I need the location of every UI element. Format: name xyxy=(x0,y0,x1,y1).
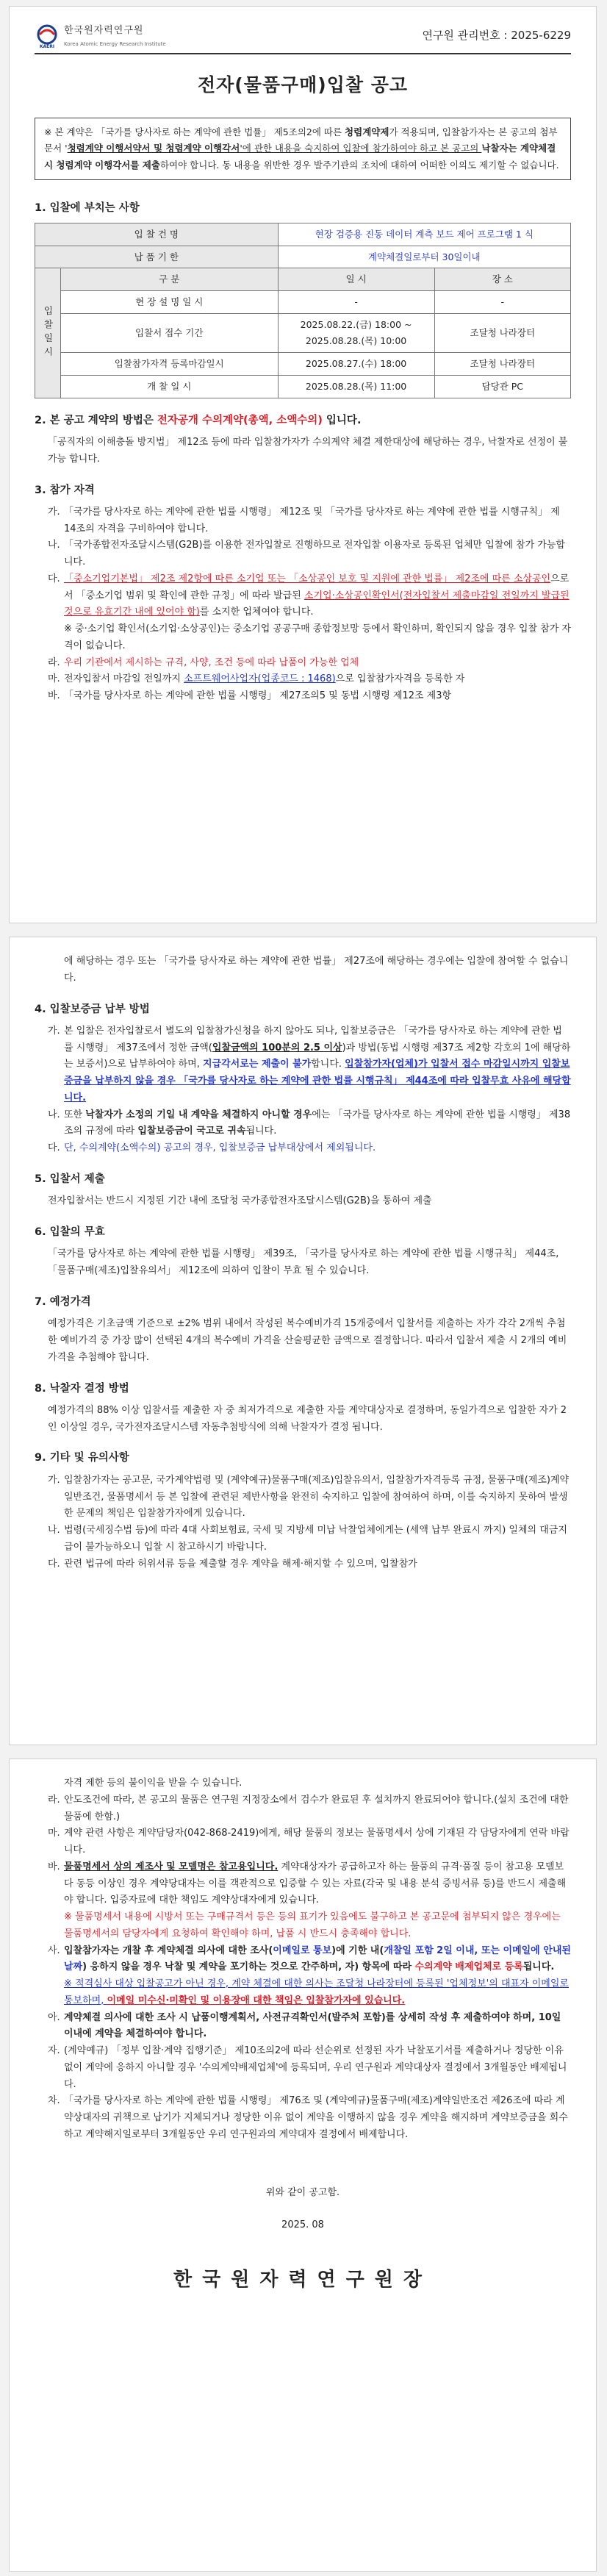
item-highlight: 소기업·소상공인확인서(전자입찰서 제출마감일 전일까지 발급된 것으로 유효기간 내에 있어야 함) xyxy=(64,590,570,618)
item-text: 「국가를 당사자로 하는 계약에 관한 법률 시행령」 제12조 및 「국가를 당사자로 하는 계약에 관한 법률 시행규칙」 제14조의 자격을 구비하여야 합니다. xyxy=(64,506,560,534)
item-text: 「국가를 당사자로 하는 계약에 관한 법률 시행령」 제27조의5 및 동법 시행령 제12조 제3항 xyxy=(64,690,452,702)
notice-bold: 낙찰자는 계약체결 시 청렴계약 이행각서를 제출 xyxy=(44,143,556,171)
item-highlight: 단, 수의계약(소액수의) 공고의 경우, 입찰보증금 납부대상에서 제외됩니다. xyxy=(64,1142,376,1154)
signature: 한국원자력연구원장 xyxy=(173,2269,433,2291)
item-text: 본 입찰은 전자입찰로서 별도의 입찰참가신청을 하지 않아도 되나, 입찰보증금은 「국가를 당사자로 하는 계약에 관한 법률 시행령」 제37조에서 정한 금액( xyxy=(64,1025,562,1053)
item-bold: 낙찰자가 소정의 기일 내 계약을 체결하지 아니할 경우 xyxy=(85,1109,312,1120)
item-text: 입찰참가자는 공고문, 국가계약법령 및 (계약예규)물품구매(제조)입찰유의서, 입찰참가자격등록 규정, 물품구매(제조)계약일반조건, 물품명세서 등 본 입찰에 관련된 제반사항을 완전히 숙지하고 입찰에 참여하여 하며, 이를 숙지하지 못하여 발생한 문제의 책임은 입찰참가자에게 있습니다. xyxy=(64,1474,570,1520)
list-item: 라. 안도조건에 따라, 본 공고의 물품은 연구원 지정장소에서 검수가 완료된 후 설치까지 완료되어야 합니다.(설치 조건에 대한 물품에 한함.) xyxy=(48,1792,571,1826)
section-3-heading: 3. 참가 자격 xyxy=(35,484,95,496)
list-item: 가. 「국가를 당사자로 하는 계약에 관한 법률 시행령」 제12조 및 「국가를 당사자로 하는 계약에 관한 법률 시행규칙」 제14조의 자격을 구비하여야 합니다. xyxy=(48,504,571,538)
list-item-continued xyxy=(64,954,571,987)
col-header: 구 분 xyxy=(60,268,278,291)
org-logo xyxy=(35,23,166,49)
list-item: 다. 「중소기업기본법」 제2조 제2항에 따른 소기업 또는 「소상공인 보호 및 지원에 관한 법률」 제2조에 따른 소상공인으로서 「중소기업 범위 및 확인에 관한 규정」에 따라 발급된 소기업·소상공인확인서(전자입찰서 제출마감일 전일까지 발급된 것으로 유효기간 내에 있어야 함)를 소지한 업체여야 합니다. xyxy=(48,573,570,618)
notice-text: 가 적용되며, 입찰참가자는 본 공고의 첨부문서 ' xyxy=(44,126,558,154)
row-place: - xyxy=(434,291,570,314)
section-5-body: 전자입찰서는 반드시 지정된 기간 내에 조달청 국가종합전자조달시스템(G2B)을 통하여 제출 xyxy=(48,1195,432,1207)
item-text: 전자입찰서 마감일 전일까지 xyxy=(64,673,184,685)
section-5-heading: 5. 입찰서 제출 xyxy=(35,1173,105,1185)
section-8-body: 예정가격의 88% 이상 입찰서를 제출한 자 중 최저가격으로 제출한 자를 계약대상자로 결정하며, 동일가격으로 입찰한 자가 2인 이상일 경우, 국가전자조달시스템 자동추첨방식에 의해 낙찰자가 결정 됩니다. xyxy=(48,1404,567,1433)
list-item: 마. 계약 관련 사항은 계약담당자(042-868-2419)에게, 해당 물품의 정보는 물품명세서 상에 기재된 각 담당자에게 연락 바랍니다. xyxy=(48,1825,571,1859)
item-text: 「국가를 당사자로 하는 계약에 관한 법률 시행령」 제76조 및 (계약예규)물품구매(제조)계약일반조건 제26조에 따라 계약상대자의 귀책으로 납기가 지체되거나 정당한 이유 없이 계약을 이행하지 않을 경우 계약을 해지하며 계약보증금을 회수하고 계약해지일로부터 3개월동안 우리 연구원과의 계약대자 결정에서 배제합니다. xyxy=(64,2095,568,2140)
item-text: 됩니다. xyxy=(245,1126,277,1137)
item-text: 안도조건에 따라, 본 공고의 물품은 연구원 지정장소에서 검수가 완료된 후 설치까지 완료되어야 합니다.(설치 조건에 대한 물품에 한함.) xyxy=(64,1794,569,1822)
list-item: 마. 전자입찰서 마감일 전일까지 소프트웨어사업자(업종코드 : 1468)으로 입찰참가자격을 등록한 자 xyxy=(48,673,465,685)
item-text: 합니다. xyxy=(311,1059,345,1070)
row-key: 현 장 설 명 일 시 xyxy=(60,291,278,314)
section-8-heading: 8. 낙찰자 결정 방법 xyxy=(35,1382,129,1395)
item-highlight: 개찰일 포함 2일 이내, 또는 이메일에 안내된 날짜 xyxy=(64,1944,571,1973)
closing-date: 2025. 08 xyxy=(281,2219,324,2231)
notice-text: '에 관한 내용을 숙지하여 입찰에 참가하여야 하고 본 공고의 xyxy=(240,143,482,154)
table-row xyxy=(35,291,571,314)
bid-name: 현장 검증용 진동 데이터 계측 보드 제어 프로그램 1 식 xyxy=(278,223,570,246)
section-9-heading: 9. 기타 및 유의사항 xyxy=(35,1452,129,1464)
document-page-2 xyxy=(9,937,597,1745)
svg-text:KAERI: KAERI xyxy=(39,43,55,49)
col-header: 일 시 xyxy=(278,268,434,291)
item-highlight: 지급각서로는 제출이 불가 xyxy=(203,1059,312,1070)
due-value: 계약체결일로부터 30일이내 xyxy=(278,246,570,268)
heading-highlight: 전자공개 수의계약(총액, 소액수의) xyxy=(157,414,323,426)
item-bold: 입찰보증금이 국고로 귀속 xyxy=(137,1126,246,1137)
section-4-heading: 4. 입찰보증금 납부 방법 xyxy=(35,1003,150,1015)
col-header: 장 소 xyxy=(434,268,570,291)
item-text: 계약대상자가 공급하고자 하는 물품의 규격·품질 등이 참고용 모델보다 동등 이상인 경우 계약당대자는 이를 객관적으로 입증할 수 있는 자료(각국 및 내용 분석 증빙서류 등)를 반드시 제출해야 합니다. 입증자료에 대한 책임도 계약상대자에게 있습니다. xyxy=(64,1861,567,1906)
item-highlight: ※ 적격심사 대상 입찰공고가 아닌 경우, 계약 체결에 대한 의사는 조달청 나라장터에 등록된 '업체정보'의 대표자 이메일로 통보하며, xyxy=(64,1978,569,2006)
heading-text: 입니다. xyxy=(322,414,362,426)
table-row xyxy=(35,375,571,398)
list-item: 차. 「국가를 당사자로 하는 계약에 관한 법률 시행령」 제76조 및 (계약예규)물품구매(제조)계약일반조건 제26조에 따라 계약상대자의 귀책으로 납기가 지체되거나 정당한 이유 없이 계약을 이행하지 않을 경우 계약을 해지하며 계약보증금을 회수하고 계약해지일로부터 3개월동안 우리 연구원과의 계약대자 결정에서 배제합니다. xyxy=(48,2093,571,2143)
table-row xyxy=(35,352,571,375)
list-item-continued xyxy=(64,1775,571,1792)
item-highlight: 이메일로 통보 xyxy=(273,1944,332,1956)
item-highlight: 「중소기업기본법」 제2조 제2항에 따른 소기업 또는 「소상공인 보호 및 지원에 관한 법률」 제2조에 따른 소상공인 xyxy=(64,573,551,584)
item-text: 에는 「국가를 당사자로 하는 계약에 관한 법률 시행령」 제38조의 규정에 따라 xyxy=(64,1109,571,1137)
item-bold: 입찰참가자는 개찰 후 계약체결 의사에 대한 조사( xyxy=(64,1944,273,1956)
notice-text: 하여야 합니다. 동 내용을 위반한 경우 발주기관의 조치에 대하여 어떠한 이의도 제기할 수 없습니다. xyxy=(159,159,559,171)
section-6-heading: 6. 입찰의 무효 xyxy=(35,1226,105,1238)
item-highlight: 입찰참가자(업체)가 입찰서 접수 마감일시까지 입찰보증금을 납부하지 않을 경우 「국가를 당사자로 하는 계약에 관한 법률 시행규칙」 제44조에 따라 입찰무효 사유에 해당합니다. xyxy=(64,1059,571,1103)
section-7-body: 예정가격은 기초금액 기준으로 ±2% 범위 내에서 작성된 복수예비가격 15개중에서 입찰서를 제출하는 자가 각각 2개씩 추첨한 예비가격 중 가장 많이 선택된 4개의 복수예비 가격을 산술평균한 금액으로 결정합니다. 따라서 입찰서 제출 시 2개의 예비가격을 추첨해야 합니다. xyxy=(48,1318,567,1363)
item-highlight: 이메일 미수신·미확인 및 이용장애 대한 책임은 입찰참가자에 있습니다. xyxy=(107,1994,406,2006)
heading-text: 2. 본 공고 계약의 방법은 xyxy=(35,414,157,426)
item-bold: 됩니다. xyxy=(522,1961,555,1973)
list-item: 바. 물품명세서 상의 제조사 및 모델명은 참고용입니다. 계약대상자가 공급하고자 하는 물품의 규격·품질 등이 참고용 모델보다 동등 이상인 경우 계약당대자는 이를 객관적으로 입증할 수 있는 자료(각국 및 내용 분석 증빙서류 등)를 반드시 제출해야 합니다. 입증자료에 대한 책임도 계약상대자에게 있습니다. xyxy=(48,1861,567,1906)
bid-name-label: 입 찰 건 명 xyxy=(35,223,279,246)
row-place: 조달청 나라장터 xyxy=(434,352,570,375)
item-text: 에 해당하는 경우 또는 「국가를 당사자로 하는 계약에 관한 법률」 제27조에 해당하는 경우에는 입찰에 참여할 수 없습니다. xyxy=(64,956,569,984)
row-time: - xyxy=(278,291,434,314)
item-text: 또한 xyxy=(64,1109,86,1120)
item-bold: 물품명세서 상의 제조사 및 모델명은 참고용입니다. xyxy=(64,1861,279,1872)
item-highlight: ※ 물품명세서 내용에 시방서 또는 구매규격서 등은 등의 표기가 있음에도 불구하고 본 공고문에 첨부되지 않은 경우에는 물품명세서의 담당자에게 요청하여 확인해야 하며, 납품 시 반드시 충족해야 합니다. xyxy=(64,1911,561,1939)
row-key: 입찰참가자격 등록마감일시 xyxy=(60,352,278,375)
item-highlight: 우리 기관에서 제시하는 규격, 사양, 조건 등에 따라 납품이 가능한 업체 xyxy=(64,656,359,668)
list-item: 가. 입찰참가자는 공고문, 국가계약법령 및 (계약예규)물품구매(제조)입찰유의서, 입찰참가자격등록 규정, 물품구매(제조)계약일반조건, 물품명세서 등 본 입찰에 관련된 제반사항을 완전히 숙지하고 입찰에 참여하여 하며, 이를 숙지하지 못하여 발생한 문제의 책임은 입찰참가자에게 있습니다. xyxy=(48,1473,571,1523)
row-key: 개 찰 일 시 xyxy=(60,375,278,398)
item-text: 으로서 「중소기업 범위 및 확인에 관한 규정」에 따라 발급된 xyxy=(64,573,570,601)
item-highlight: 수의계약 배제업체로 등록 xyxy=(414,1961,523,1973)
item-text: (계약예규) 「정부 입찰·계약 집행기준」 제10조의2에 따라 선순위로 선정된 자가 낙찰포기서를 제출하거나 정당한 이유 없이 계약에 응하지 아니할 경우 '수의계약배제업체'에 등록되며, 우리 연구원과 계약대상자 결정에서 3개월동안 배제됩니다. xyxy=(64,2045,567,2090)
item-bold: ) 응하지 않을 경우 낙찰 및 계약을 포기하는 것으로 간주하며, 자) 항목에 따라 xyxy=(82,1961,415,1973)
section-2-body: 「공직자의 이해충돌 방지법」 제12조 등에 따라 입찰참가자가 수의계약 체결 제한대상에 해당하는 경우, 낙찰자로 선정이 불가능 합니다. xyxy=(48,437,568,465)
notice-bold: 청렴계약제 xyxy=(345,126,389,137)
notice-text: ※ 본 계약은 「국가를 당사자로 하는 계약에 관한 법률」 제5조의2에 따른 xyxy=(44,126,345,137)
list-item: 가. 본 입찰은 전자입찰로서 별도의 입찰참가신청을 하지 않아도 되나, 입찰보증금은 「국가를 당사자로 하는 계약에 관한 법률 시행령」 제37조에서 정한 금액(입찰금액의 100분의 2.5 이상)과 방법(동법 시행령 제37조 제2항 각호의 1에 해당하는 보증서)으로 납부하여야 하며, 지급각서로는 제출이 불가합니다. 입찰참가자(업체)가 입찰서 접수 마감일시까지 입찰보증금을 납부하지 않을 경우 「국가를 당사자로 하는 계약에 관한 법률 시행규칙」 제44조에 따라 입찰무효 사유에 해당합니다. xyxy=(48,1025,571,1103)
list-item: 나. 법령(국세징수법 등)에 따라 4대 사회보험료, 국세 및 지방세 미납 낙찰업체에게는 (세액 납부 완료시 까지) 일체의 대금지급이 불가능하오니 입찰 시 참고하시기 바랍니다. xyxy=(48,1523,571,1556)
item-text: 법령(국세징수법 등)에 따라 4대 사회보험료, 국세 및 지방세 미납 낙찰업체에게는 (세액 납부 완료시 까지) 일체의 대금지급이 불가능하오니 입찰 시 참고하시기 바랍니다. xyxy=(64,1525,567,1553)
section-2-heading xyxy=(35,412,571,430)
row-place: 조달청 나라장터 xyxy=(434,314,570,353)
list-item: 사. 입찰참가자는 개찰 후 계약체결 의사에 대한 조사(이메일로 통보)에 기한 내(개찰일 포함 2일 이내, 또는 이메일에 안내된 날짜) 응하지 않을 경우 낙찰 및 계약을 포기하는 것으로 간주하며, 자) 항목에 따라 수의계약 배제업체로 등록됩니다. xyxy=(48,1944,571,1973)
document-header xyxy=(35,23,571,54)
item-text: 「국가종합전자조달시스템(G2B)를 이용한 전자입찰로 진행하므로 전자입찰 이용자로 등록된 업체만 입찰에 참가 가능합니다. xyxy=(64,540,565,568)
table-row xyxy=(35,314,571,353)
org-name-ko: 한국원자력연구원 xyxy=(64,25,144,36)
row-place: 담당관 PC xyxy=(434,375,570,398)
section-6-body: 「국가를 당사자로 하는 계약에 관한 법률 시행령」 제39조, 「국가를 당사자로 하는 계약에 관한 법률 시행규칙」 제44조, 「물품구매(제조)입찰유의서」 제12조에 의하여 입찰이 무효 될 수 있습니다. xyxy=(48,1248,559,1277)
bid-info-table xyxy=(35,223,571,398)
item-bold: 계약체결 의사에 대한 조사 시 납품이행계획서, 사전규격확인서(발주처 포함)를 상세히 작성 후 제출하여야 하며, 10일 이내에 계약을 체결하여야 합니다. xyxy=(64,2011,561,2040)
document-number: 연구원 관리번호 : 2025-6229 xyxy=(422,29,571,43)
notice-bold: 청렴계약 이행서약서 및 청렴계약 이행각서 xyxy=(67,143,240,154)
list-item: 자. (계약예규) 「정부 입찰·계약 집행기준」 제10조의2에 따라 선순위로 선정된 자가 낙찰포기서를 제출하거나 정당한 이유 없이 계약에 응하지 아니할 경우 '수의계약배제업체'에 등록되며, 우리 연구원과 계약대상자 결정에서 3개월동안 배제됩니다. xyxy=(48,2043,571,2093)
row-time: 2025.08.27.(수) 18:00 xyxy=(278,352,434,375)
row-key: 입찰서 접수 기간 xyxy=(60,314,278,353)
schedule-side-label: 입찰일시 xyxy=(35,268,61,398)
list-item: 나. 또한 낙찰자가 소정의 기일 내 계약을 체결하지 아니할 경우에는 「국가를 당사자로 하는 계약에 관한 법률 시행령」 제38조의 규정에 따라 입찰보증금이 국고로 귀속됩니다. xyxy=(48,1109,571,1137)
section-7-heading: 7. 예정가격 xyxy=(35,1295,91,1308)
item-note: ※ 중·소기업 확인서(소기업·소상공인)는 중소기업 공공구매 종합정보망 등에서 확인하며, 확인되지 않을 경우 입찰 참가 자격이 없습니다. xyxy=(64,623,571,651)
document-page-1 xyxy=(9,6,597,923)
row-time: 2025.08.22.(금) 18:00 ~ 2025.08.28.(목) 10:00 xyxy=(278,314,434,353)
page-title: 전자(물품구매)입찰 공고 xyxy=(197,74,409,96)
item-bold: 입찰금액의 100분의 2.5 이상 xyxy=(212,1042,342,1053)
due-label: 납 품 기 한 xyxy=(35,246,279,268)
list-item: 나. 「국가종합전자조달시스템(G2B)를 이용한 전자입찰로 진행하므로 전자입찰 이용자로 등록된 업체만 입찰에 참가 가능합니다. xyxy=(48,537,571,571)
item-text: 으로 입찰참가자격을 등록한 자 xyxy=(335,673,465,685)
org-name-en: Korea Atomic Energy Research Institute xyxy=(64,40,166,47)
row-time: 2025.08.28.(목) 11:00 xyxy=(278,375,434,398)
document-page-3 xyxy=(9,1759,597,2572)
item-text: )과 방법(동법 시행령 제37조 제2항 각호의 1에 해당하는 보증서)으로 납부하여야 하며, xyxy=(64,1042,571,1070)
kaeri-logo-icon xyxy=(35,24,60,49)
item-text: 를 소지한 업체여야 합니다. xyxy=(199,607,314,618)
item-text: 관련 법규에 따라 허위서류 등을 제출할 경우 계약을 해제·해지할 수 있으며, 입찰참가 xyxy=(64,1558,417,1570)
list-item: 바. 「국가를 당사자로 하는 계약에 관한 법률 시행령」 제27조의5 및 동법 시행령 제12조 제3항 xyxy=(48,688,571,705)
list-item: 다. 단, 수의계약(소액수의) 공고의 경우, 입찰보증금 납부대상에서 제외됩니다. xyxy=(48,1140,571,1157)
integrity-notice xyxy=(35,118,571,181)
section-1-heading: 1. 입찰에 부치는 사항 xyxy=(35,202,140,215)
list-item-note xyxy=(64,1909,571,1943)
list-item-note xyxy=(64,1976,571,2010)
list-item: 다. 관련 법규에 따라 허위서류 등을 제출할 경우 계약을 해제·해지할 수 있으며, 입찰참가 xyxy=(48,1556,571,1573)
closing-line: 위와 같이 공고함. xyxy=(265,2186,340,2198)
item-highlight: 소프트웨어사업자(업종코드 : 1468) xyxy=(184,673,336,685)
list-item xyxy=(48,621,571,655)
item-text: 계약 관련 사항은 계약담당자(042-868-2419)에게, 해당 물품의 정보는 물품명세서 상에 기재된 각 담당자에게 연락 바랍니다. xyxy=(64,1828,570,1856)
list-item: 라. 우리 기관에서 제시하는 규격, 사양, 조건 등에 따라 납품이 가능한 업체 xyxy=(48,655,571,672)
item-bold: )에 기한 내( xyxy=(331,1944,384,1956)
list-item: 아. 계약체결 의사에 대한 조사 시 납품이행계획서, 사전규격확인서(발주처 포함)를 상세히 작성 후 제출하여야 하며, 10일 이내에 계약을 체결하여야 합니다. xyxy=(48,2010,571,2044)
item-text: 자격 제한 등의 불이익을 받을 수 있습니다. xyxy=(64,1778,243,1789)
